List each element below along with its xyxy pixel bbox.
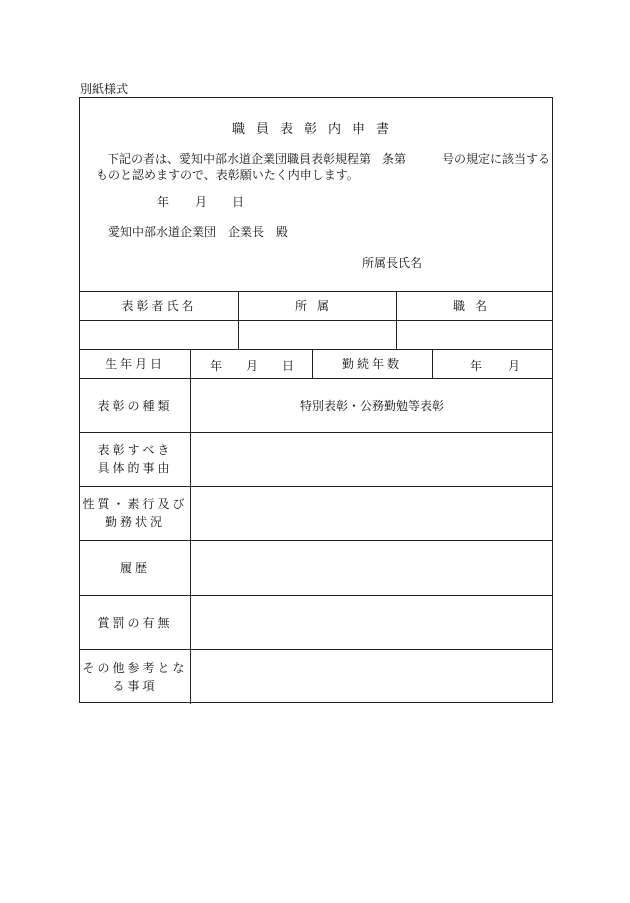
other-label (80, 649, 190, 704)
reason-label-line1: 表彰すべき (97, 443, 173, 457)
birth-day-unit: 日 (282, 359, 295, 373)
dept-field[interactable] (238, 320, 396, 349)
signer-label: 所属長氏名 (362, 256, 423, 270)
award-type-value: 特別表彰・公務勤勉等表彰 (299, 398, 444, 413)
body-text-part1: 下記の者は、愛知中部水道企業団職員表彰規程第 (107, 152, 372, 166)
history-field[interactable] (190, 540, 554, 595)
other-label-line2: る事項 (112, 678, 158, 693)
body-text-part3: 号の規定に該当する (442, 152, 551, 166)
conduct-label-line1: 性質・素行及び (82, 497, 188, 511)
col-header-name: 表彰者氏名 (121, 299, 197, 313)
date-month: 月 (195, 195, 208, 209)
reason-field[interactable] (190, 432, 554, 486)
discipline-label: 賞罰の有無 (97, 615, 173, 630)
date-day: 日 (232, 195, 245, 209)
body-text-line2: ものと認めますので、表彰願いたく内申します。 (96, 168, 359, 182)
col-header-title: 職名 (452, 299, 497, 313)
body-text-part2: 条第 (382, 152, 407, 166)
other-field[interactable] (190, 649, 554, 704)
conduct-label-line2: 勤務状況 (104, 515, 165, 529)
conduct-field[interactable] (190, 486, 554, 540)
recognition-form (79, 97, 553, 703)
form-title: 職員表彰内申書 (231, 122, 400, 137)
form-caption: 別紙様式 (80, 82, 129, 96)
award-type-label: 表彰の種類 (97, 398, 173, 413)
reason-label (80, 432, 190, 486)
date-year: 年 (157, 195, 170, 209)
service-year-unit: 年 (470, 359, 483, 373)
conduct-label (80, 486, 190, 540)
birth-month-unit: 月 (246, 359, 259, 373)
history-label: 履歴 (119, 561, 150, 575)
other-label-line1: その他参考とな (82, 660, 188, 675)
col-header-dept: 所属 (294, 299, 339, 313)
reason-label-line2: 具体的事由 (97, 461, 173, 475)
service-years-label: 勤続年数 (341, 357, 402, 371)
addressee: 愛知中部水道企業団 企業長 殿 (108, 225, 289, 239)
service-month-unit: 月 (508, 359, 521, 373)
birth-date-label: 生年月日 (104, 357, 165, 371)
birth-year-unit: 年 (210, 359, 223, 373)
title-field[interactable] (396, 320, 554, 349)
name-field[interactable] (80, 320, 238, 349)
discipline-field[interactable] (190, 595, 554, 649)
